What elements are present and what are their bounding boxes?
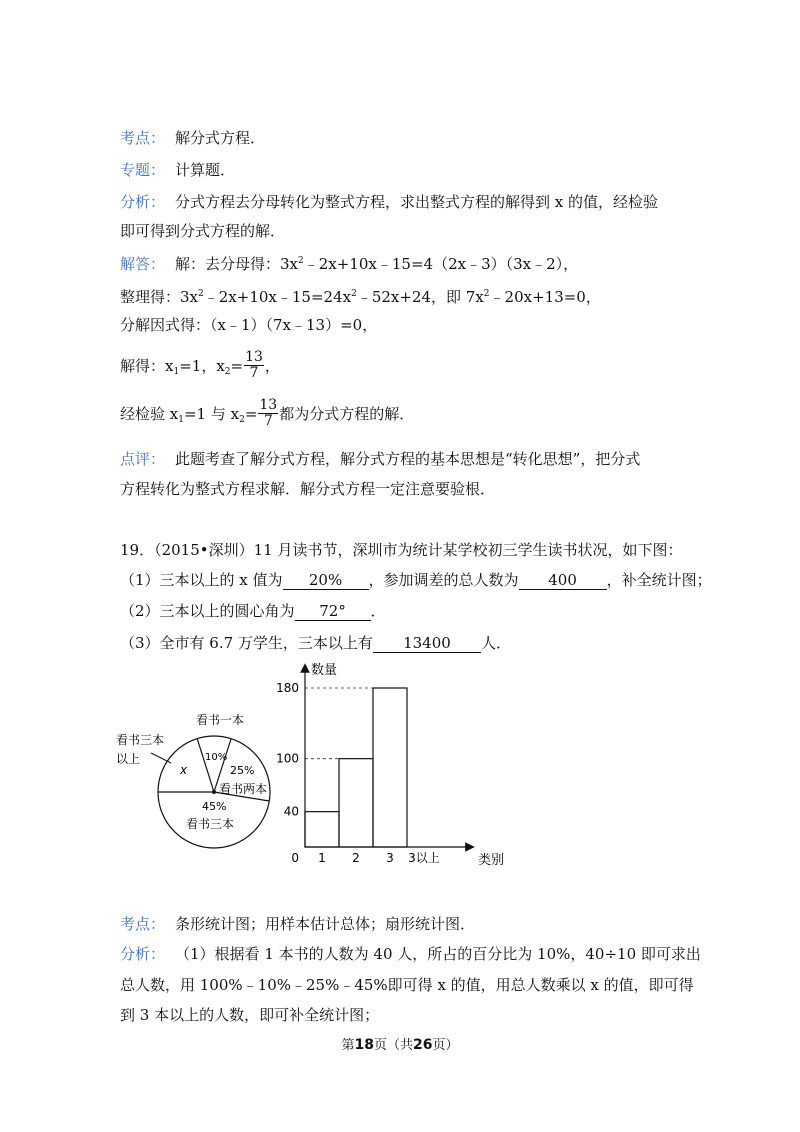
bar <box>373 688 407 847</box>
kaodian-tag: 考点： <box>120 915 166 933</box>
page-footer <box>0 1034 800 1053</box>
x-tick-label: 3以上 <box>408 851 440 865</box>
y-axis-title: 数量 <box>311 663 338 678</box>
q19-part3 <box>120 633 511 653</box>
p2-b: ． <box>370 602 386 620</box>
sub-2: 2 <box>224 367 231 377</box>
pie-x-label: x <box>180 763 188 777</box>
jianyan-b: =1 与 x <box>183 405 240 423</box>
fraction-13-7 <box>258 398 278 429</box>
jianyan-c: = <box>244 405 258 423</box>
p2-a: （2）三本以上的圆心角为 <box>120 602 295 620</box>
q18-dianping-line2: 方程转化为整式方程求解．解分式方程一定注意要验根． <box>120 480 496 498</box>
fraction-denominator: 7 <box>249 364 259 381</box>
pie-chart <box>110 700 300 860</box>
q19-stem: 19．（2015•深圳）11 月读书节，深圳市为统计某学校初三学生读书状况，如下图： <box>120 541 683 559</box>
q19-fenxi-text1: （1）根据看 1 本书的人数为 40 人，所占的百分比为 10%，40÷10 即可求出 <box>175 945 701 963</box>
bar-series <box>305 688 407 847</box>
q19-kaodian-text: 条形统计图；用样本估计总体；扇形统计图． <box>175 915 476 933</box>
fraction-numerator: 13 <box>259 396 278 413</box>
bar <box>305 812 339 847</box>
pie-radius-top <box>197 738 214 792</box>
jieda-tag: 解答： <box>120 255 166 273</box>
jianyan-a: 经检验 x <box>120 405 179 423</box>
fenxi-tag: 分析： <box>120 193 166 211</box>
y-tick-label: 180 <box>276 681 299 695</box>
x-tick-label: 3 <box>386 851 394 865</box>
q18-kaodian-line <box>120 128 265 148</box>
x-tick-label: 2 <box>352 851 360 865</box>
jiede-c: = <box>230 357 244 375</box>
bar-chart <box>276 655 520 875</box>
q18-jieda-line <box>120 251 578 274</box>
pie-label-two: 看书两本 <box>219 782 268 796</box>
zl-b: ﹣2x+10x﹣15=24x <box>203 288 352 306</box>
pie-label-one: 看书一本 <box>196 713 245 727</box>
exp-2: 2 <box>483 289 490 299</box>
sub-2: 2 <box>239 415 245 425</box>
q19-fenxi-line1 <box>120 944 701 964</box>
q19-fenxi-line2: 总人数，用 100%﹣10%﹣25%﹣45%即可得 x 的值，用总人数乘以 x 的值，即可得 <box>120 976 694 994</box>
jiede-b: =1，x <box>179 357 225 375</box>
q18-dianping-text1: 此题考查了解分式方程，解分式方程的基本思想是“转化思想”，把分式 <box>175 450 641 468</box>
zhuanti-tag: 专题： <box>120 161 166 179</box>
p3-a: （3）全市有 6.7 万学生，三本以上有 <box>120 634 373 652</box>
x-tick-labels <box>318 850 440 865</box>
p3-b: 人． <box>480 634 511 652</box>
sub-1: 1 <box>178 415 184 425</box>
p1-b: ，参加调差的总人数为 <box>368 571 519 589</box>
answer-blank-count: 13400 <box>373 634 481 653</box>
zl-c: ﹣52x+24，即 7x <box>356 288 484 306</box>
kaodian-tag: 考点： <box>120 129 166 147</box>
jiede-d: ， <box>264 357 280 375</box>
q18-jiede-line <box>120 350 280 388</box>
pie-pct-two: 25% <box>230 764 255 777</box>
q18-dianping-line1 <box>120 449 640 469</box>
x-tick-label: 1 <box>318 851 326 865</box>
answer-blank-angle: 72° <box>295 602 371 621</box>
q18-fenxi-text1: 分式方程去分母转化为整式方程，求出整式方程的解得到 x 的值，经检验 <box>175 193 659 211</box>
answer-blank-x: 20% <box>283 571 369 590</box>
fraction-numerator: 13 <box>245 348 263 365</box>
total-pages: 26 <box>413 1037 433 1053</box>
pie-label-three-plus-1: 看书三本 <box>116 733 165 747</box>
jianyan-d: 都为分式方程的解． <box>279 405 415 423</box>
jieda-b: ﹣2x+10x﹣15=4（2x﹣3）（3x﹣2）， <box>303 255 579 273</box>
q18-zhuanti-text: 计算题． <box>175 161 236 179</box>
footer-c: 页） <box>432 1038 459 1053</box>
q18-zhuanti-line <box>120 160 235 180</box>
q18-fenxi-line1 <box>120 192 658 212</box>
q18-fenxi-line2: 即可得到分式方程的解． <box>120 222 286 240</box>
pie-center-dot <box>212 790 216 794</box>
pie-pct-three: 45% <box>202 800 227 813</box>
zl-d: ﹣20x+13=0， <box>489 288 601 306</box>
pie-leader-line <box>151 753 171 763</box>
y-tick-labels <box>276 681 299 865</box>
zl-a: 整理得：3x <box>120 288 199 306</box>
footer-b: 页（共 <box>373 1038 413 1053</box>
q19-kaodian-line <box>120 914 475 934</box>
q18-jianyan-line <box>120 398 414 436</box>
q18-kaodian-text: 解分式方程． <box>175 129 266 147</box>
y-tick-label: 100 <box>276 751 299 766</box>
q18-zhengli-line <box>120 284 601 307</box>
y-tick-label: 0 <box>291 851 299 865</box>
pie-label-three-plus-2: 以上 <box>116 752 141 766</box>
q19-part2 <box>120 601 386 621</box>
jieda-a: 解：去分母得：3x <box>175 255 299 273</box>
fraction-13-7 <box>244 350 264 381</box>
p1-c: ，补全统计图； <box>606 571 712 589</box>
exp-2: 2 <box>298 256 304 266</box>
y-tick-label: 40 <box>283 804 299 819</box>
x-axis-title: 类别 <box>478 853 505 868</box>
fenxi-tag: 分析： <box>120 945 166 963</box>
pie-label-three: 看书三本 <box>186 817 235 831</box>
dianping-tag: 点评： <box>120 450 166 468</box>
q19-fenxi-line3: 到 3 本以上的人数，即可补全统计图； <box>120 1006 380 1024</box>
q18-yinshi-line: 分解因式得：（x﹣1）（7x﹣13）=0， <box>120 316 378 334</box>
footer-a: 第 <box>341 1038 355 1053</box>
p1-a: （1）三本以上的 x 值为 <box>120 571 283 589</box>
q19-part1 <box>120 570 712 590</box>
sub-1: 1 <box>173 367 180 377</box>
exp-2: 2 <box>351 289 357 299</box>
fraction-denominator: 7 <box>263 412 273 429</box>
page-number: 18 <box>354 1037 374 1053</box>
exp-2: 2 <box>198 289 204 299</box>
jiede-a: 解得：x <box>120 357 174 375</box>
bar <box>339 759 373 847</box>
answer-blank-total: 400 <box>519 571 607 590</box>
pie-pct-one: 10% <box>205 752 228 763</box>
